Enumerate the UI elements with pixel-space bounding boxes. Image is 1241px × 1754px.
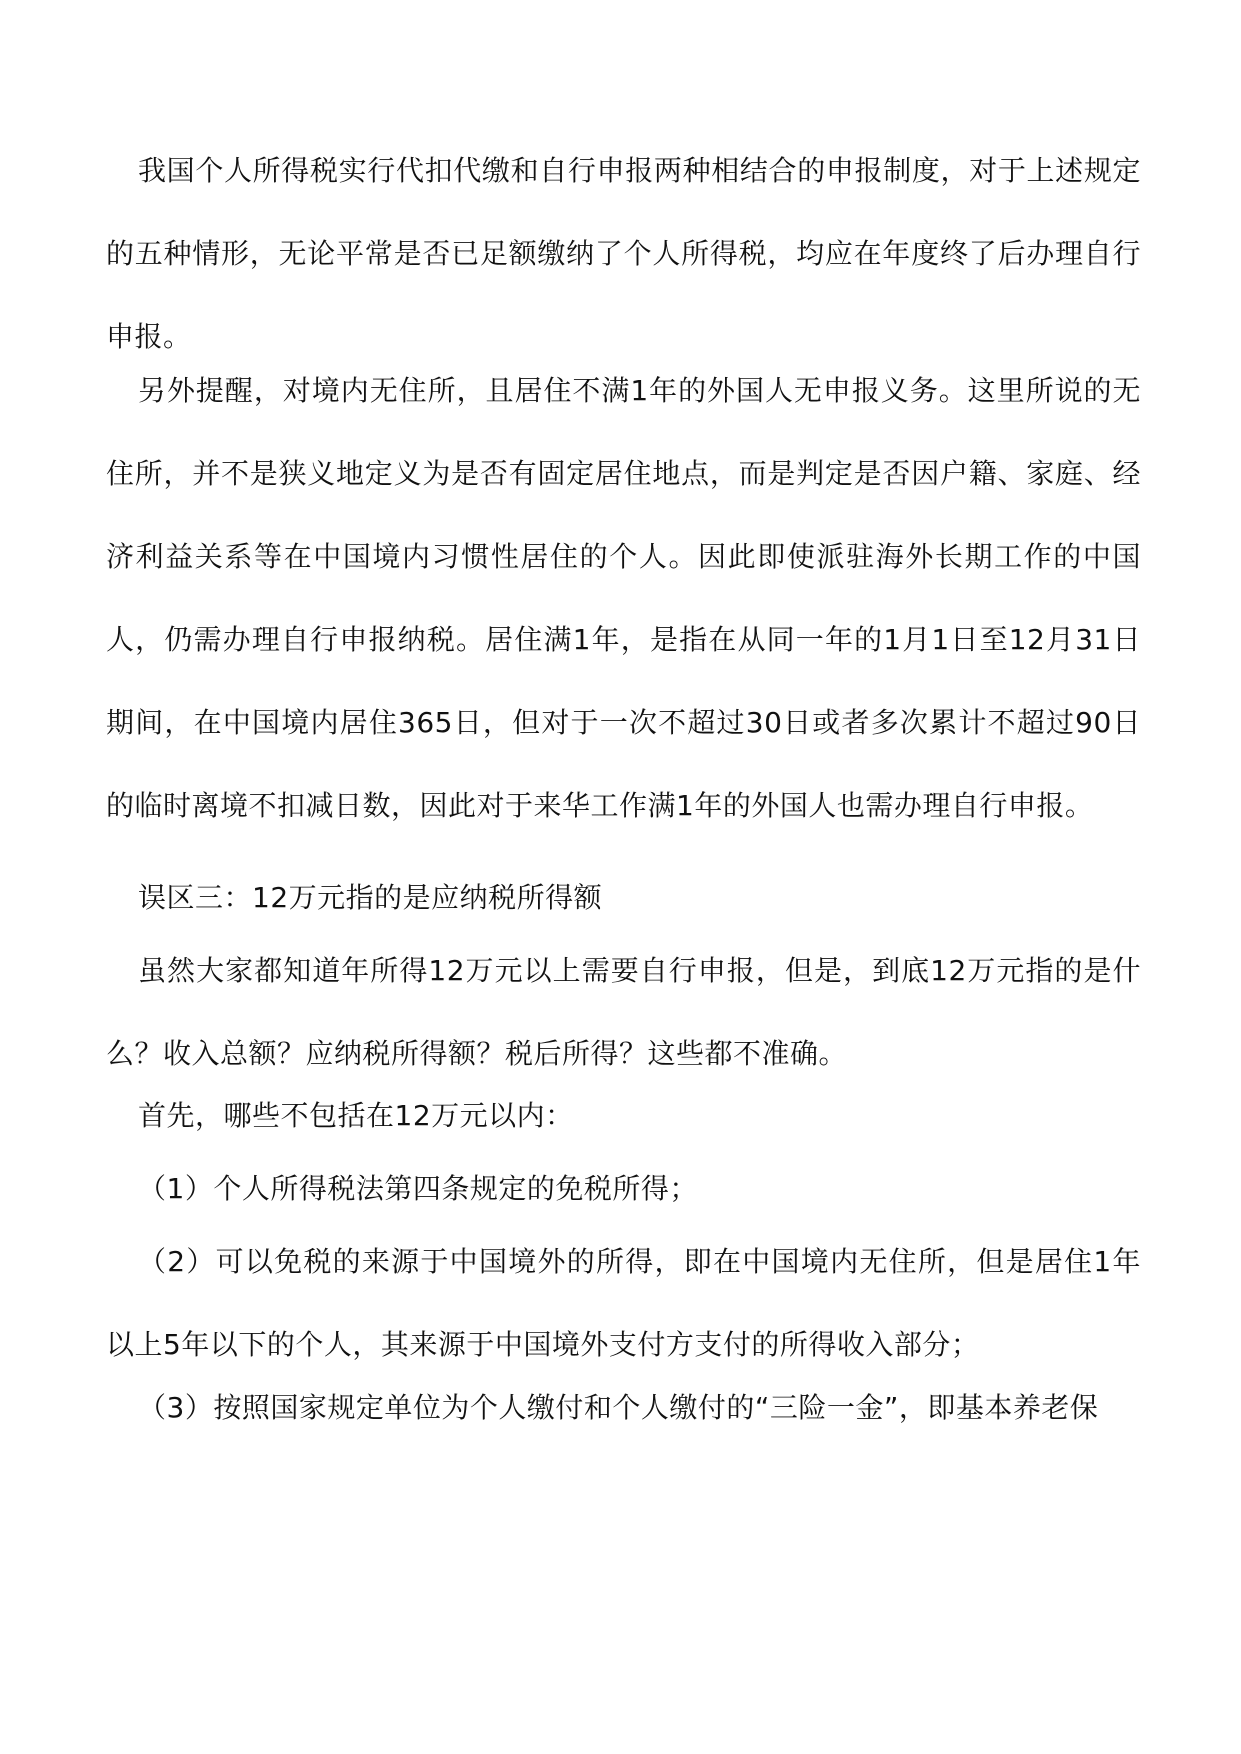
list-item-1: （1）个人所得税法第四条规定的免税所得； bbox=[138, 1172, 698, 1205]
paragraph-exclusions-intro: 首先，哪些不包括在12万元以内： bbox=[138, 1099, 574, 1132]
paragraph-filing-system: 我国个人所得税实行代扣代缴和自行申报两种相结合的申报制度，对于上述规定的五种情形，无论平常是否已足额缴纳了个人所得税，均应在年度终了后办理自行申报。 bbox=[106, 154, 1141, 353]
list-item-3: （3）按照国家规定单位为个人缴付和个人缴付的“三险一金”，即基本养老保 bbox=[138, 1391, 1099, 1424]
paragraph-120k-meaning: 虽然大家都知道年所得12万元以上需要自行申报，但是，到底12万元指的是什么？收入总额？应纳税所得额？税后所得？这些都不准确。 bbox=[106, 954, 1141, 1070]
list-item-2: （2）可以免税的来源于中国境外的所得，即在中国境内无住所，但是居住1年以上5年以下的个人，其来源于中国境外支付方支付的所得收入部分； bbox=[106, 1245, 1141, 1361]
section-heading-misconception-three: 误区三：12万元指的是应纳税所得额 bbox=[138, 881, 603, 914]
paragraph-foreigner-reminder: 另外提醒，对境内无住所，且居住不满1年的外国人无申报义务。这里所说的无住所，并不是狭义地定义为是否有固定居住地点，而是判定是否因户籍、家庭、经济利益关系等在中国境内习惯性居住的个人。因此即使派驻海外长期工作的中国人，仍需办理自行申报纳税。居住满1年，是指在从同一年的1月1日至12月31日期间，在中国境内居住365日，但对于一次不超过30日或者多次累计不超过90日的临时离境不扣减日数，因此对于来华工作满1年的外国人也需办理自行申报。 bbox=[106, 374, 1141, 822]
